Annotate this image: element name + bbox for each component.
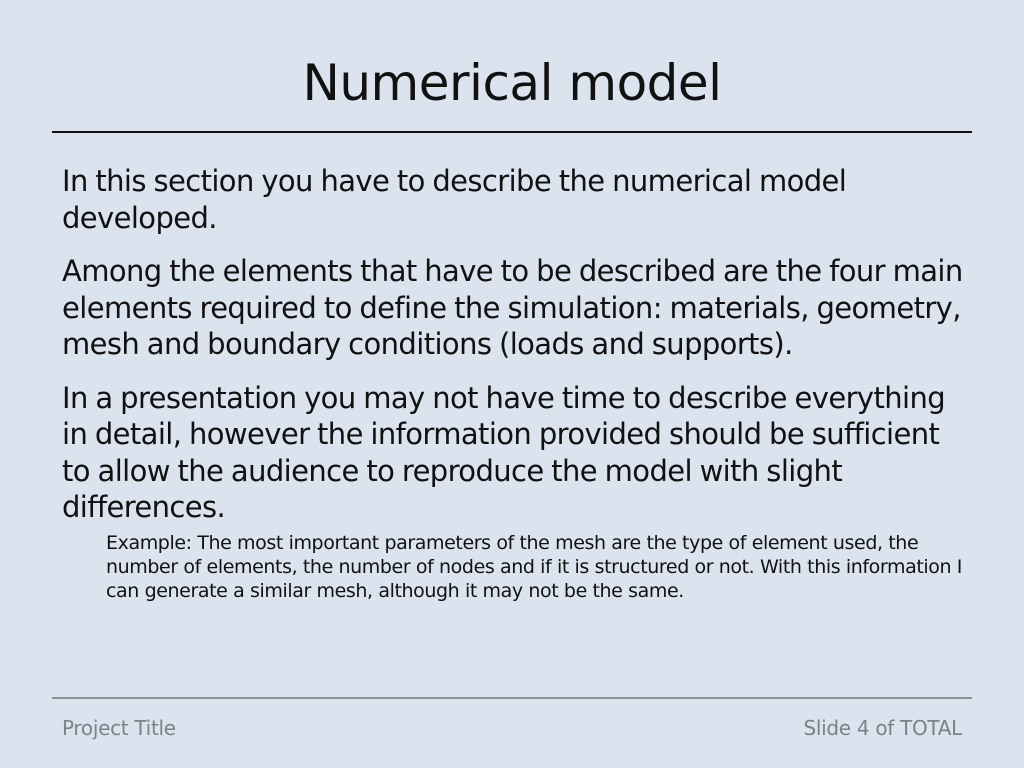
body-paragraph-2: Among the elements that have to be described are the four main elements required to define the simulation: materials, geometry, mesh and boundary conditions (loads and supports). [62,254,963,361]
footer-divider [52,697,972,699]
example-sub-paragraph: Example: The most important parameters of the mesh are the type of element used, the number of elements, the number of nodes and if it is structured or not. With this information I can generate a similar mesh, although it may not be the same. [106,531,962,602]
body-paragraph-3: In a presentation you may not have time to describe everything in detail, however the information provided should be sufficient to allow the audience to reproduce the model with slight differences. [62,380,946,524]
footer-project-title: Project Title [62,716,176,740]
body-paragraph-1: In this section you have to describe the numerical model developed. [62,164,847,235]
slide-body [62,163,967,603]
title-divider [52,131,972,133]
footer-slide-number: Slide 4 of TOTAL [803,716,962,740]
slide-title: Numerical model [302,54,722,112]
